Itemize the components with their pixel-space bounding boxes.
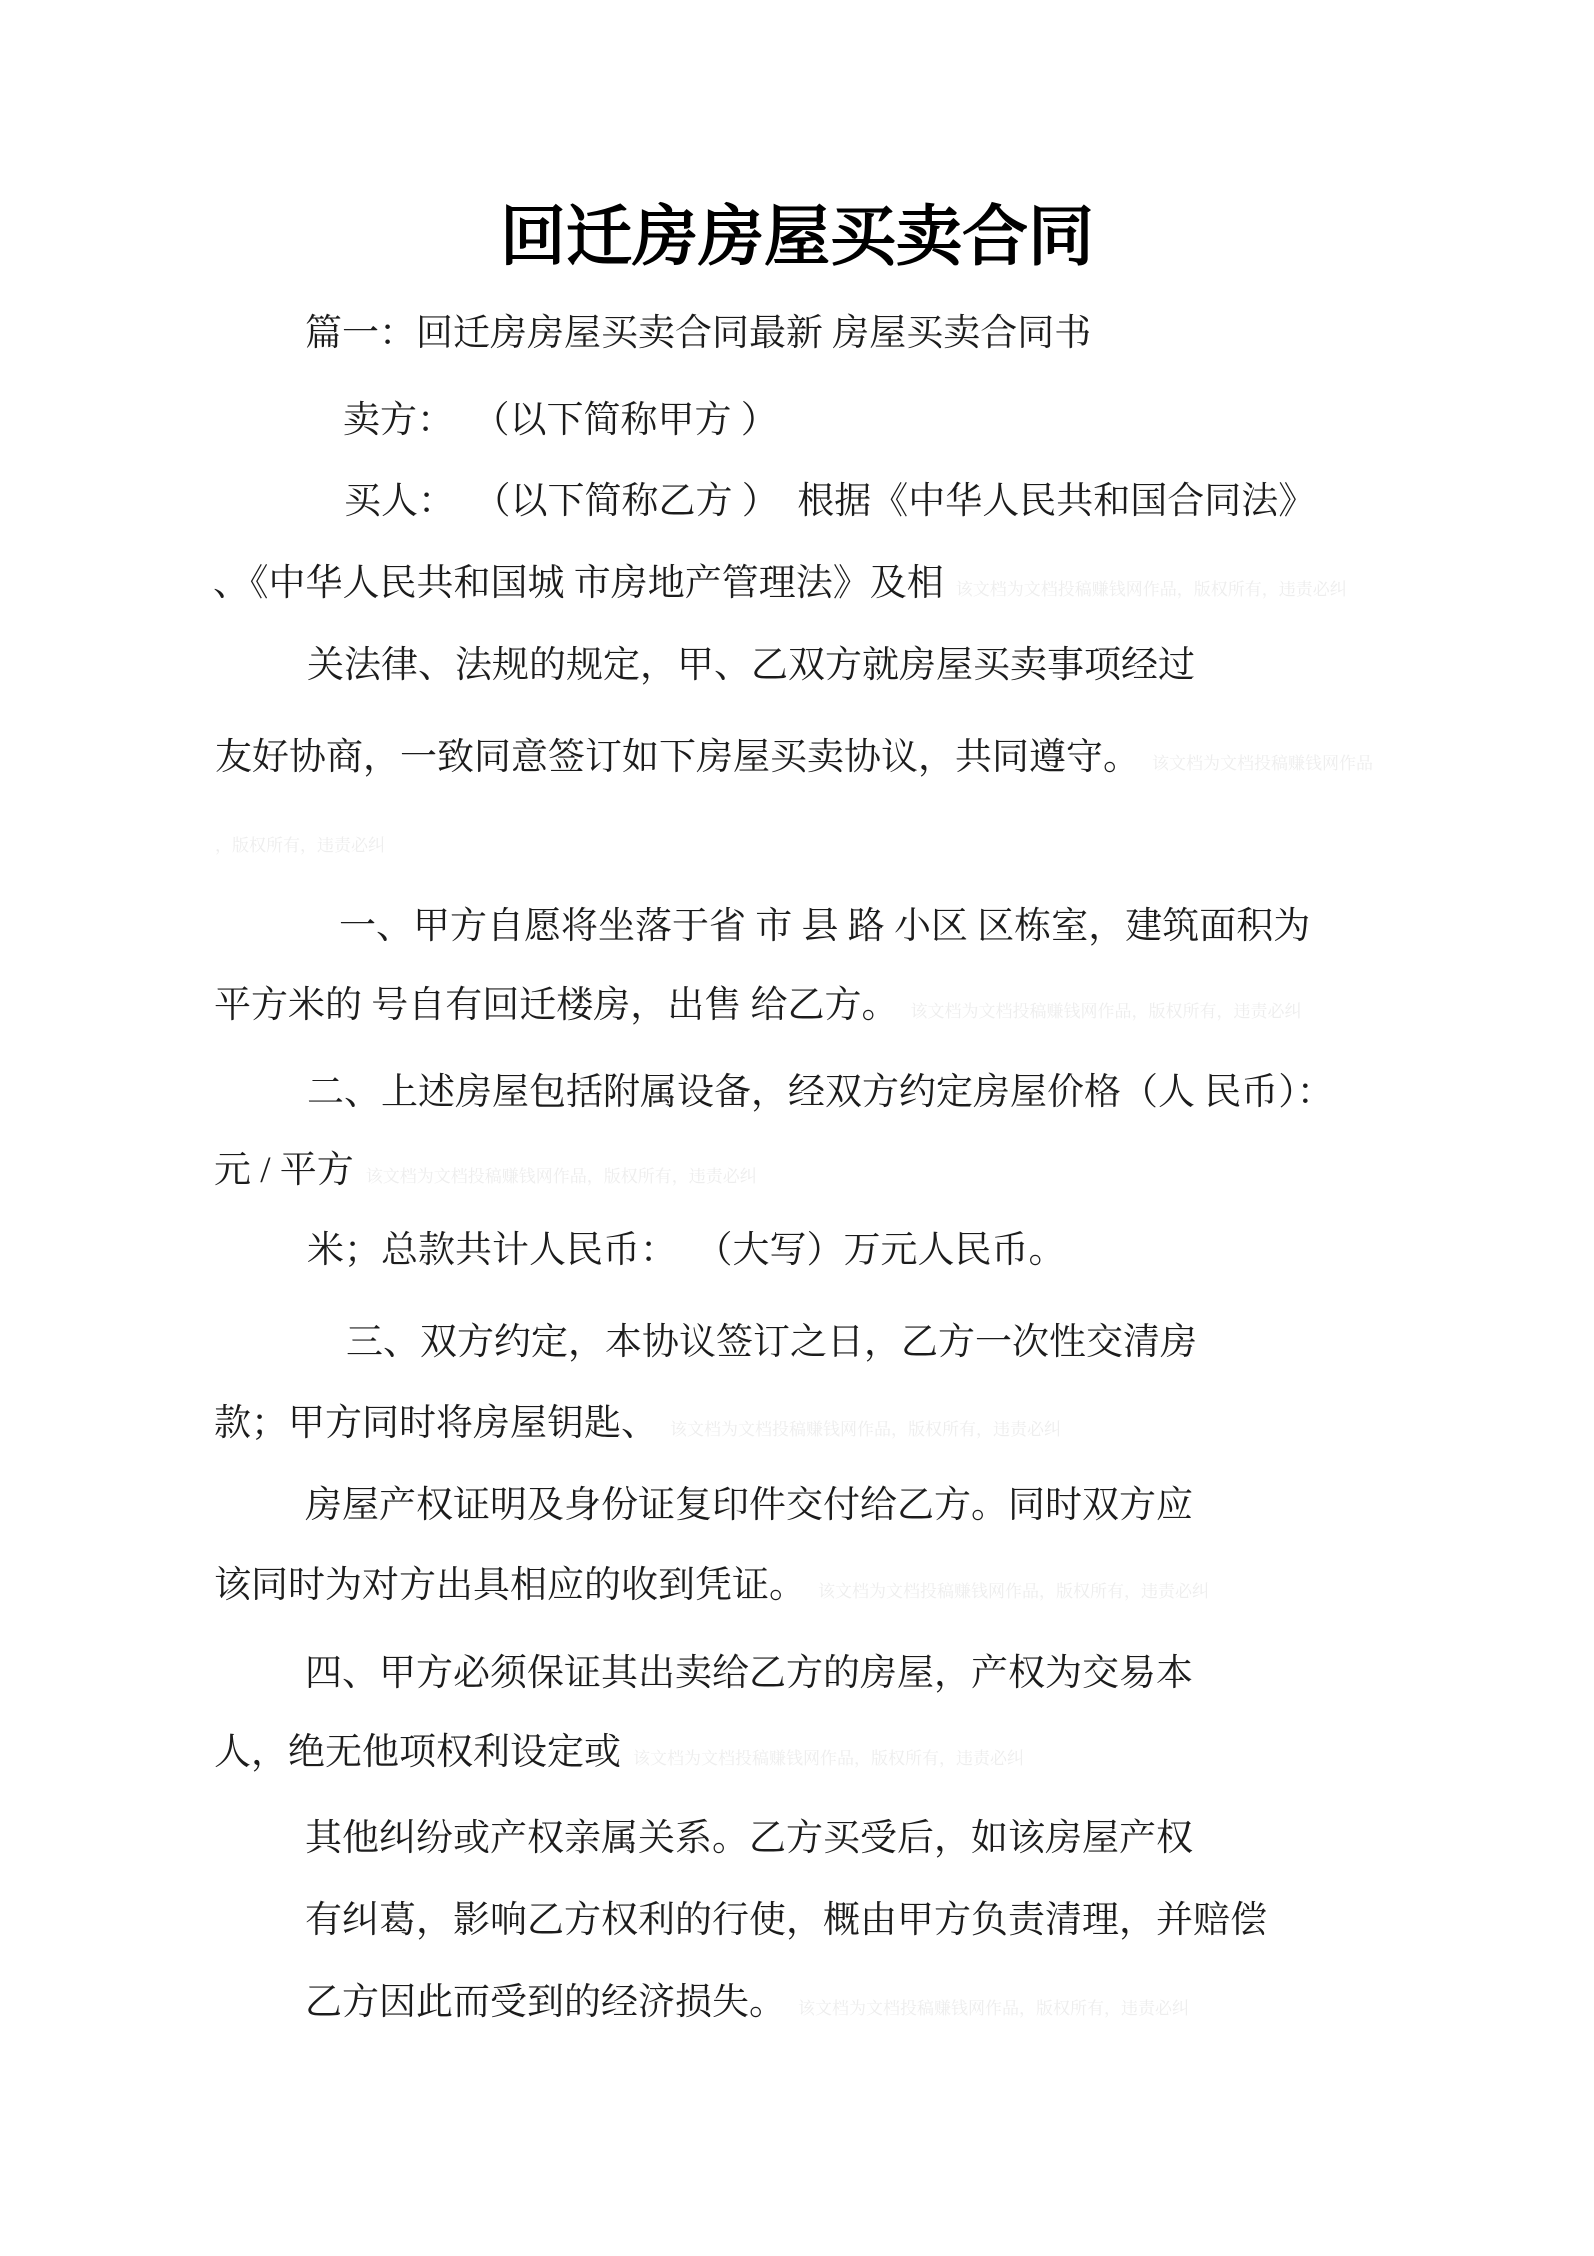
line-text: 三、双方约定，本协议签订之日，乙方一次性交清房 xyxy=(346,1322,1197,1363)
line-text: 元 / 平方 xyxy=(214,1150,354,1191)
contract-line-12 xyxy=(346,1324,1197,1361)
contract-line-10 xyxy=(214,1152,757,1189)
contract-line-17 xyxy=(214,1734,1024,1771)
line-text: 买人： （以下简称乙方 ） 根据《中华人民共和国合同法》 xyxy=(344,481,1316,522)
line-text: 米；总款共计人民币： （大写）万元人民币。 xyxy=(307,1230,1066,1271)
watermark-text: 该文档为文档投稿赚钱网作品，版权所有，违责必纠 xyxy=(633,1749,1024,1768)
watermark-text: 该文档为文档投稿赚钱网作品，版权所有，违责必纠 xyxy=(670,1420,1061,1439)
contract-line-19 xyxy=(305,1902,1267,1939)
line-text: 其他纠纷或产权亲属关系。乙方买受后，如该房屋产权 xyxy=(305,1818,1193,1859)
line-text: 篇一：回迁房房屋买卖合同最新 房屋买卖合同书 xyxy=(305,313,1092,354)
watermark-text: 该文档为文档投稿赚钱网作品，版权所有，违责必纠 xyxy=(365,1167,757,1186)
contract-line-15 xyxy=(214,1567,1209,1604)
line-text: 款；甲方同时将房屋钥匙、 xyxy=(214,1403,658,1444)
contract-line-7 xyxy=(339,908,1310,945)
line-text: 该同时为对方出具相应的收到凭证。 xyxy=(214,1565,806,1606)
contract-line-11 xyxy=(307,1232,1066,1269)
contract-line-4 xyxy=(213,565,1347,602)
contract-line-13 xyxy=(214,1405,1061,1442)
page-title: 回迁房房屋买卖合同 xyxy=(500,199,1094,273)
watermark-text: 该文档为文档投稿赚钱网作品，版权所有，违责必纠 xyxy=(910,1002,1302,1021)
contract-line-16 xyxy=(305,1655,1193,1692)
line-text: 有纠葛，影响乙方权利的行使，概由甲方负责清理，并赔偿 xyxy=(305,1900,1267,1941)
watermark-text: ，版权所有，违责必纠 xyxy=(215,836,385,855)
line-text: 一、甲方自愿将坐落于省 市 县 路 小区 区栋室，建筑面积为 xyxy=(339,906,1311,947)
watermark-line xyxy=(215,837,385,855)
contract-line-18 xyxy=(305,1820,1193,1857)
contract-line-20 xyxy=(305,1984,1189,2021)
line-text: 房屋产权证明及身份证复印件交付给乙方。同时双方应 xyxy=(305,1485,1193,1526)
line-text: 乙方因此而受到的经济损失。 xyxy=(305,1982,786,2023)
line-text: 四、甲方必须保证其出卖给乙方的房屋，产权为交易本 xyxy=(305,1653,1193,1694)
contract-line-1 xyxy=(305,315,1091,352)
contract-line-6 xyxy=(215,739,1373,776)
watermark-text: 该文档为文档投稿赚钱网作品，版权所有，违责必纠 xyxy=(798,1999,1189,2018)
contract-line-2 xyxy=(343,402,778,439)
line-text: 二、上述房屋包括附属设备，经双方约定房屋价格（人 民币）： xyxy=(307,1072,1334,1113)
watermark-text: 该文档为文档投稿赚钱网作品，版权所有，违责必纠 xyxy=(818,1582,1209,1601)
contract-line-3 xyxy=(344,483,1315,520)
line-text: 卖方： （以下简称甲方 ） xyxy=(343,400,778,441)
watermark-text: 该文档为文档投稿赚钱网作品，版权所有，违责必纠 xyxy=(955,580,1347,599)
line-text: 、《中华人民共和国城 市房地产管理法》及相 xyxy=(213,563,944,604)
contract-line-5 xyxy=(307,647,1195,684)
watermark-text: 该文档为文档投稿赚钱网作品 xyxy=(1152,754,1373,773)
line-text: 平方米的 号自有回迁楼房，出售 给乙方。 xyxy=(214,985,899,1026)
contract-line-8 xyxy=(214,987,1302,1024)
contract-line-9 xyxy=(307,1074,1334,1111)
line-text: 友好协商，一致同意签订如下房屋买卖协议，共同遵守。 xyxy=(215,737,1140,778)
line-text: 人，绝无他项权利设定或 xyxy=(214,1732,621,1773)
contract-line-14 xyxy=(305,1487,1193,1524)
line-text: 关法律、法规的规定，甲、乙双方就房屋买卖事项经过 xyxy=(307,645,1195,686)
